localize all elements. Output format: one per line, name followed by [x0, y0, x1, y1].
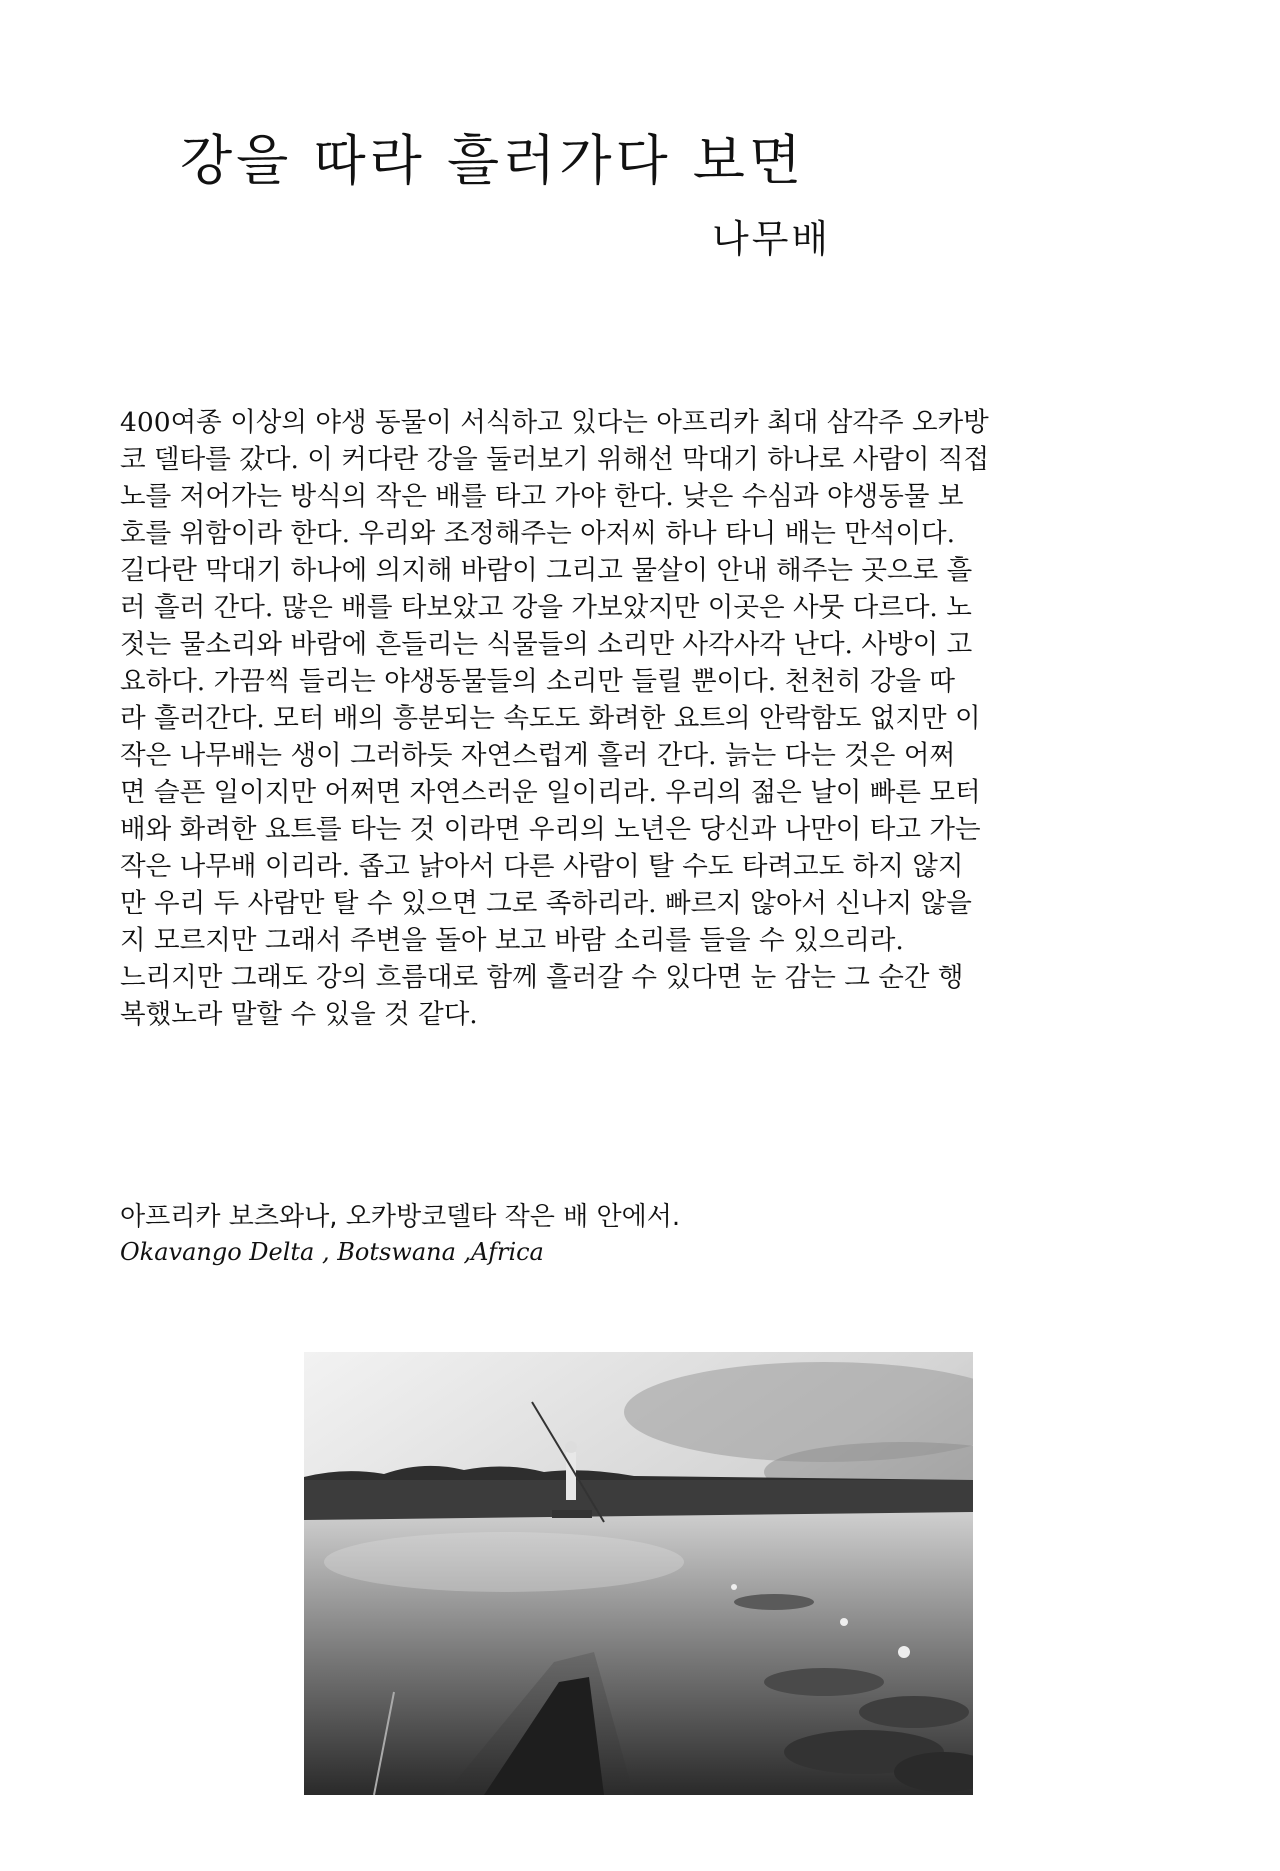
- author-name: 나무배: [712, 217, 832, 261]
- body-line: 작은 나무배는 생이 그러하듯 자연스럽게 흘러 간다. 늙는 다는 것은 어쩌: [120, 740, 956, 771]
- body-line: 코 델타를 갔다. 이 커다란 강을 둘러보기 위해선 막대기 하나로 사람이 직접: [120, 444, 990, 475]
- body-line: 느리지만 그래도 강의 흐름대로 함께 흘러갈 수 있다면 눈 감는 그 순간 행: [120, 962, 964, 993]
- page-title: 강을 따라 흘러가다 보면: [180, 129, 806, 192]
- body-line: 지 모르지만 그래서 주변을 돌아 보고 바람 소리를 들을 수 있으리라.: [120, 925, 904, 956]
- photo-illustration: [304, 1352, 973, 1795]
- delta-photo: [304, 1352, 973, 1795]
- body-line: 호를 위함이라 한다. 우리와 조정해주는 아저씨 하나 타니 배는 만석이다.: [120, 518, 956, 549]
- body-line: 만 우리 두 사람만 탈 수 있으면 그로 족하리라. 빠르지 않아서 신나지 않을: [120, 888, 972, 919]
- body-line: 면 슬픈 일이지만 어쩌면 자연스러운 일이리라. 우리의 젊은 날이 빠른 모터: [120, 777, 981, 808]
- body-line: 요하다. 가끔씩 들리는 야생동물들의 소리만 들릴 뿐이다. 천천히 강을 따: [120, 666, 956, 697]
- body-line: 길다란 막대기 하나에 의지해 바람이 그리고 물살이 안내 해주는 곳으로 흘: [120, 555, 973, 586]
- body-line: 복했노라 말할 수 있을 것 같다.: [120, 999, 478, 1030]
- body-line: 노를 저어가는 방식의 작은 배를 타고 가야 한다. 낮은 수심과 야생동물 보: [120, 481, 964, 512]
- photo-caption-korean: 아프리카 보츠와나, 오카방코델타 작은 배 안에서.: [120, 1202, 681, 1232]
- body-line: 작은 나무배 이리라. 좁고 낡아서 다른 사람이 탈 수도 타려고도 하지 않지: [120, 851, 964, 882]
- essay-body: [120, 404, 1180, 1033]
- body-line: 러 흘러 간다. 많은 배를 타보았고 강을 가보았지만 이곳은 사뭇 다르다. 노: [120, 592, 972, 623]
- photo-caption-english: Okavango Delta , Botswana ,Africa: [120, 1238, 544, 1266]
- body-line: 배와 화려한 요트를 타는 것 이라면 우리의 노년은 당신과 나만이 타고 가는: [120, 814, 981, 845]
- body-line: 젓는 물소리와 바람에 흔들리는 식물들의 소리만 사각사각 난다. 사방이 고: [120, 629, 973, 660]
- body-line: 라 흘러간다. 모터 배의 흥분되는 속도도 화려한 요트의 안락함도 없지만 이: [120, 703, 981, 734]
- body-line: 400여종 이상의 야생 동물이 서식하고 있다는 아프리카 최대 삼각주 오카방: [120, 407, 989, 438]
